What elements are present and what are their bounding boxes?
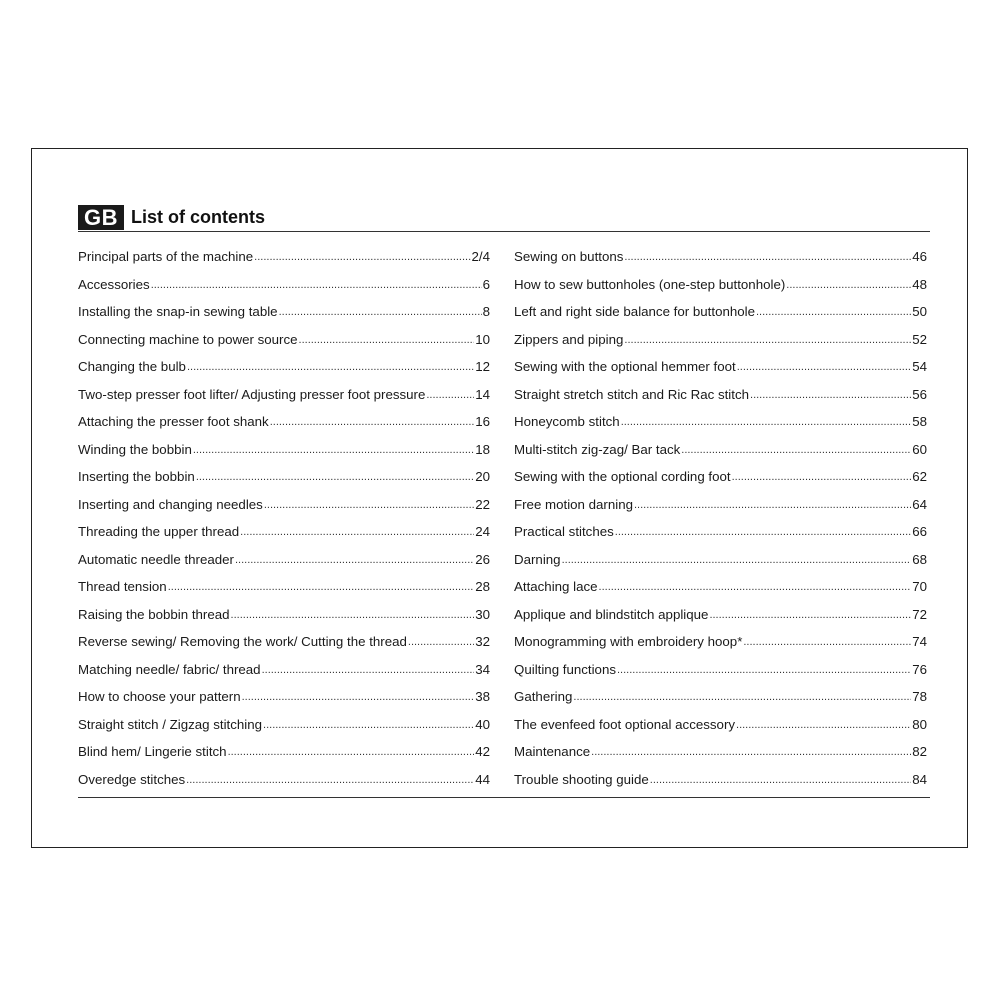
toc-entry-title: Thread tension bbox=[78, 579, 167, 594]
toc-entry bbox=[514, 356, 927, 384]
toc-entry-title: Attaching the presser foot shank bbox=[78, 414, 269, 429]
dot-leader bbox=[187, 356, 474, 378]
toc-entry bbox=[514, 604, 927, 632]
toc-entry-page: 52 bbox=[912, 331, 927, 347]
dot-leader bbox=[263, 714, 474, 736]
dot-leader bbox=[756, 301, 911, 323]
toc-entry-title: Winding the bobbin bbox=[78, 441, 192, 457]
toc-entry-title: Connecting machine to power source bbox=[78, 331, 298, 347]
toc-entry-page: 50 bbox=[912, 304, 927, 319]
toc-entry bbox=[514, 659, 927, 687]
toc-entry-title: Sewing with the optional cording foot bbox=[514, 469, 731, 484]
toc-entry-title: Changing the bulb bbox=[78, 359, 186, 374]
toc-entry-title: Maintenance bbox=[514, 744, 591, 759]
toc-entry-title: The evenfeed foot optional accessory bbox=[514, 716, 736, 732]
toc-entry-title: Darning bbox=[514, 551, 561, 567]
toc-entry-page: 10 bbox=[475, 331, 490, 347]
toc-entry-page: 78 bbox=[912, 689, 927, 704]
toc-entry-page: 72 bbox=[912, 606, 927, 622]
dot-leader bbox=[634, 494, 911, 516]
toc-entry-title: Raising the bobbin thread bbox=[78, 606, 230, 622]
dot-leader bbox=[196, 466, 474, 488]
dot-leader bbox=[562, 549, 912, 571]
dot-leader bbox=[743, 631, 911, 653]
toc-entry-title: Blind hem/ Lingerie stitch bbox=[78, 744, 227, 759]
toc-entry-page: 74 bbox=[912, 634, 927, 649]
dot-leader bbox=[186, 769, 474, 791]
toc-entry-title: Reverse sewing/ Removing the work/ Cutting the thread bbox=[78, 634, 407, 649]
toc-entry bbox=[78, 714, 490, 742]
toc-entry-page: 30 bbox=[475, 606, 490, 622]
toc-entry-page: 38 bbox=[475, 689, 490, 704]
dot-leader bbox=[299, 329, 475, 351]
toc-entry-page: 14 bbox=[475, 386, 490, 402]
toc-entry-title: Sewing with the optional hemmer foot bbox=[514, 359, 736, 374]
dot-leader bbox=[573, 686, 911, 708]
toc-entry bbox=[514, 714, 927, 742]
dot-leader bbox=[235, 549, 474, 571]
toc-entry-title: Monogramming with embroidery hoop* bbox=[514, 634, 743, 649]
dot-leader bbox=[228, 741, 475, 763]
dot-leader bbox=[786, 274, 911, 296]
toc-entry bbox=[514, 439, 927, 467]
toc-entry bbox=[78, 356, 490, 384]
footer-divider bbox=[78, 797, 930, 798]
dot-leader bbox=[615, 521, 911, 543]
toc-entry bbox=[78, 741, 490, 769]
toc-entry bbox=[514, 741, 927, 769]
toc-entry-title: Attaching lace bbox=[514, 579, 598, 594]
toc-entry-title: Straight stitch / Zigzag stitching bbox=[78, 716, 263, 732]
toc-entry bbox=[78, 301, 490, 329]
dot-leader bbox=[624, 329, 911, 351]
toc-entry-title: Automatic needle threader bbox=[78, 551, 234, 567]
toc-entry-title: Honeycomb stitch bbox=[514, 414, 620, 429]
toc-entry-title: How to choose your pattern bbox=[78, 689, 241, 704]
toc-entry-page: 44 bbox=[475, 771, 490, 787]
toc-entry-page: 60 bbox=[912, 441, 927, 457]
toc-entry-title: Overedge stitches bbox=[78, 771, 186, 787]
toc-entry bbox=[514, 411, 927, 439]
toc-entry bbox=[78, 274, 490, 302]
toc-entry-page: 32 bbox=[475, 634, 490, 649]
toc-entry-page: 22 bbox=[475, 496, 490, 512]
toc-entry bbox=[78, 384, 490, 412]
dot-leader bbox=[709, 604, 911, 626]
dot-leader bbox=[737, 356, 911, 378]
toc-entry bbox=[78, 686, 490, 714]
toc-entry-title: Applique and blindstitch applique bbox=[514, 606, 709, 622]
toc-entry-page: 70 bbox=[912, 579, 927, 594]
page-title: List of contents bbox=[131, 207, 265, 227]
toc-entry-title: How to sew buttonholes (one-step buttonhole) bbox=[514, 276, 786, 292]
dot-leader bbox=[242, 686, 475, 708]
dot-leader bbox=[279, 301, 482, 323]
dot-leader bbox=[426, 384, 474, 406]
toc-entry-title: Matching needle/ fabric/ thread bbox=[78, 661, 261, 677]
toc-entry-page: 8 bbox=[482, 304, 490, 319]
dot-leader bbox=[254, 246, 470, 268]
dot-leader bbox=[240, 521, 474, 543]
toc-entry-page: 54 bbox=[912, 359, 927, 374]
toc-entry bbox=[78, 631, 490, 659]
toc-entry bbox=[78, 521, 490, 549]
toc-entry-page: 76 bbox=[912, 661, 927, 677]
toc-entry bbox=[78, 494, 490, 522]
dot-leader bbox=[650, 769, 911, 791]
dot-leader bbox=[681, 439, 911, 461]
toc-entry-title: Installing the snap-in sewing table bbox=[78, 304, 278, 319]
toc-entry bbox=[514, 576, 927, 604]
dot-leader bbox=[599, 576, 912, 598]
toc-entry-page: 16 bbox=[475, 414, 490, 429]
toc-entry-page: 66 bbox=[912, 524, 927, 539]
toc-entry-title: Inserting and changing needles bbox=[78, 496, 263, 512]
toc-entry bbox=[78, 549, 490, 577]
toc-entry-title: Multi-stitch zig-zag/ Bar tack bbox=[514, 441, 681, 457]
dot-leader bbox=[264, 494, 474, 516]
dot-leader bbox=[262, 659, 475, 681]
dot-leader bbox=[617, 659, 911, 681]
toc-entry bbox=[78, 659, 490, 687]
toc-entry-page: 2/4 bbox=[471, 249, 490, 264]
toc-entry-page: 34 bbox=[475, 661, 490, 677]
toc-column-right bbox=[514, 246, 927, 796]
toc-entry-title: Zippers and piping bbox=[514, 331, 624, 347]
toc-entry-page: 40 bbox=[475, 716, 490, 732]
dot-leader bbox=[624, 246, 911, 268]
toc-entry-title: Two-step presser foot lifter/ Adjusting presser foot pressure bbox=[78, 386, 426, 402]
toc-entry-title: Left and right side balance for buttonhole bbox=[514, 304, 755, 319]
toc-entry bbox=[78, 411, 490, 439]
toc-entry bbox=[78, 439, 490, 467]
toc-entry-page: 80 bbox=[912, 716, 927, 732]
dot-leader bbox=[408, 631, 474, 653]
toc-entry-title: Inserting the bobbin bbox=[78, 469, 195, 484]
toc-entry bbox=[78, 576, 490, 604]
toc-entry bbox=[514, 686, 927, 714]
toc-entry-title: Sewing on buttons bbox=[514, 249, 624, 264]
toc-entry bbox=[78, 329, 490, 357]
toc-entry-title: Principal parts of the machine bbox=[78, 249, 254, 264]
toc-entry-page: 62 bbox=[912, 469, 927, 484]
dot-leader bbox=[591, 741, 911, 763]
dot-leader bbox=[736, 714, 911, 736]
toc-entry-page: 24 bbox=[475, 524, 490, 539]
toc-entry bbox=[514, 769, 927, 797]
toc-entry bbox=[514, 494, 927, 522]
toc-entry-title: Quilting functions bbox=[514, 661, 616, 677]
toc-entry-title: Accessories bbox=[78, 276, 150, 292]
toc-entry-title: Trouble shooting guide bbox=[514, 771, 649, 787]
toc-entry-page: 18 bbox=[475, 441, 490, 457]
toc-entry bbox=[514, 301, 927, 329]
dot-leader bbox=[732, 466, 912, 488]
toc-entry bbox=[514, 521, 927, 549]
toc-column-left bbox=[78, 246, 490, 796]
dot-leader bbox=[193, 439, 474, 461]
toc-entry-title: Straight stretch stitch and Ric Rac stitch bbox=[514, 386, 750, 402]
toc-entry-page: 48 bbox=[912, 276, 927, 292]
toc-header bbox=[78, 205, 930, 232]
dot-leader bbox=[168, 576, 475, 598]
toc-entry-page: 56 bbox=[912, 386, 927, 402]
dot-leader bbox=[151, 274, 482, 296]
toc-entry bbox=[514, 329, 927, 357]
dot-leader bbox=[621, 411, 912, 433]
toc-entry-page: 82 bbox=[912, 744, 927, 759]
toc-entry bbox=[514, 466, 927, 494]
toc-entry-title: Free motion darning bbox=[514, 496, 633, 512]
toc-entry bbox=[514, 274, 927, 302]
toc-entry bbox=[78, 604, 490, 632]
language-badge: GB bbox=[78, 205, 124, 230]
toc-entry bbox=[514, 246, 927, 274]
toc-entry-page: 68 bbox=[912, 551, 927, 567]
toc-entry-page: 58 bbox=[912, 414, 927, 429]
dot-leader bbox=[231, 604, 475, 626]
toc-entry-page: 64 bbox=[912, 496, 927, 512]
toc-entry-page: 42 bbox=[475, 744, 490, 759]
toc-entry-page: 6 bbox=[482, 276, 490, 292]
toc-entry-title: Threading the upper thread bbox=[78, 524, 240, 539]
dot-leader bbox=[270, 411, 475, 433]
toc-entry-page: 12 bbox=[475, 359, 490, 374]
toc-entry bbox=[514, 384, 927, 412]
toc-entry bbox=[514, 549, 927, 577]
toc-entry bbox=[514, 631, 927, 659]
toc-entry-page: 20 bbox=[475, 469, 490, 484]
toc-entry-page: 28 bbox=[475, 579, 490, 594]
toc-entry bbox=[78, 466, 490, 494]
toc-entry-page: 26 bbox=[475, 551, 490, 567]
toc-entry-page: 84 bbox=[912, 771, 927, 787]
toc-entry bbox=[78, 769, 490, 797]
toc-entry-title: Practical stitches bbox=[514, 524, 614, 539]
dot-leader bbox=[750, 384, 911, 406]
toc-entry-title: Gathering bbox=[514, 689, 573, 704]
toc-entry-page: 46 bbox=[912, 249, 927, 264]
toc-entry bbox=[78, 246, 490, 274]
